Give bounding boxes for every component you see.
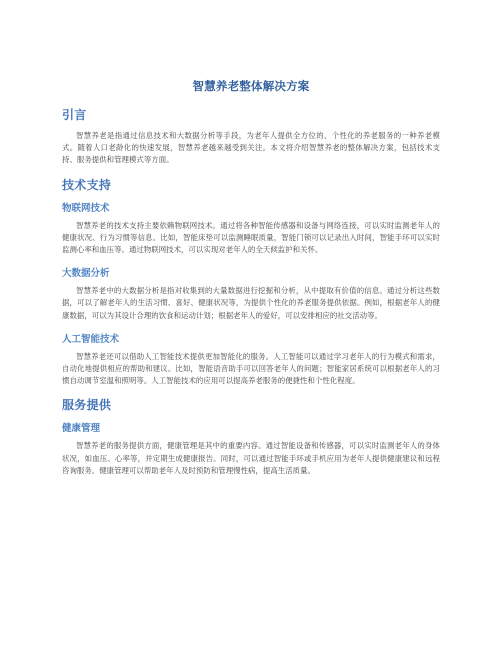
ai-paragraph: 智慧养老还可以借助人工智能技术提供更加智能化的服务。人工智能可以通过学习老年人的行为模式和需求，自动化地提供相应的帮助和建议。比如，智能语音助手可以回答老年人的问题；智能家居系统可以根据老年人的习惯自动调节室温和照明等。人工智能技术的应用可以提高养老服务的便捷性和个性化程度。 xyxy=(62,351,440,386)
document-title: 智慧养老整体解决方案 xyxy=(192,79,310,93)
introduction-paragraph: 智慧养老是指通过信息技术和大数据分析等手段，为老年人提供全方位的、个性化的养老服务的一种养老模式。随着人口老龄化的快速发展，智慧养老越来越受到关注。本文将介绍智慧养老的整体解决方案，包括技术支持、服务提供和管理模式等方面。 xyxy=(62,131,440,165)
subsection-heading-ai: 人工智能技术 xyxy=(62,333,120,345)
health-management-paragraph: 智慧养老的服务提供方面，健康管理是其中的重要内容。通过智能设备和传感器，可以实时监测老年人的身体状况，如血压、心率等，并定期生成健康报告。同时，可以通过智能手环或手机应用为老年人提供健康建议和远程咨询服务。健康管理可以帮助老年人及时预防和管理慢性病，提高生活质量。 xyxy=(62,441,440,475)
subsection-heading-health-management: 健康管理 xyxy=(62,423,101,435)
section-heading-service-provision: 服务提供 xyxy=(62,398,112,413)
subsection-heading-big-data: 大数据分析 xyxy=(62,268,110,280)
section-service-provision xyxy=(62,396,440,477)
iot-paragraph: 智慧养老的技术支持主要依赖物联网技术。通过将各种智能传感器和设备与网络连接，可以实时监测老年人的健康状况、行为习惯等信息。比如，智能床垫可以监测睡眠质量，智能门锁可以记录出入时间，智能手环可以实时监测心率和血压等。通过物联网技术，可以实现对老年人的全天候监护和关怀。 xyxy=(62,220,440,255)
section-introduction xyxy=(62,106,440,167)
document-body xyxy=(62,78,440,486)
section-heading-technical-support: 技术支持 xyxy=(62,177,112,192)
subsection-heading-iot: 物联网技术 xyxy=(62,202,110,214)
big-data-paragraph: 智慧养老中的大数据分析是指对收集到的大量数据进行挖掘和分析，从中提取有价值的信息。通过分析这些数据，可以了解老年人的生活习惯、喜好、健康状况等，为提供个性化的养老服务提供依据。例如，根据老年人的健康数据，可以为其设计合理的饮食和运动计划；根据老年人的爱好，可以安排相应的社交活动等。 xyxy=(62,286,440,320)
section-technical-support xyxy=(62,176,440,388)
section-heading-introduction: 引言 xyxy=(62,108,87,122)
